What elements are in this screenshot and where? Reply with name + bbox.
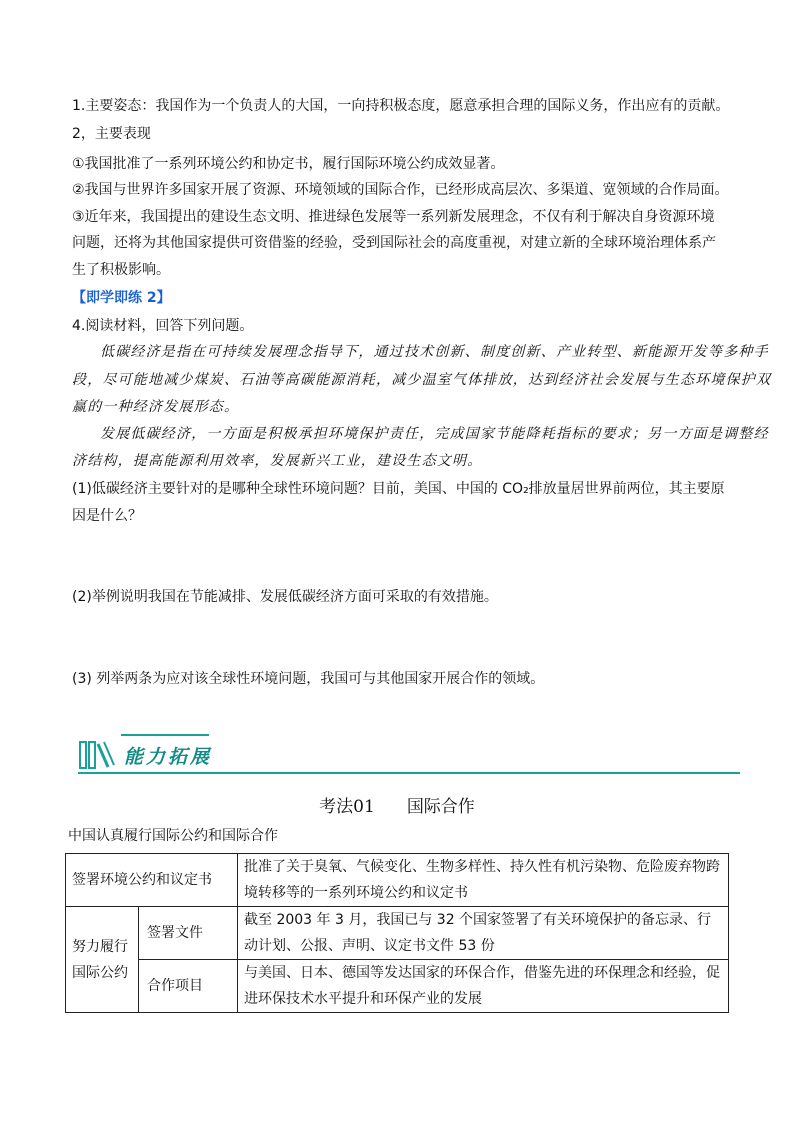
paragraph-point-3-line1: ③近年来，我国提出的建设生态文明、推进绿色发展等一系列新发展理念，不仅有利于解决自身资源环境 [72,209,715,225]
paragraph-point-3-line2: 问题，还将为其他国家提供可资借鉴的经验，受到国际社会的高度重视，对建立新的全球环境治理体系产 [72,235,716,251]
banner-top-line [121,734,209,736]
paragraph-stance: 1.主要姿态：我国作为一个负责人的大国，一向持积极态度，愿意承担合理的国际义务，作出应有的贡献。 [72,98,730,114]
row1-content: 批准了关于臭氧、气候变化、生物多样性、持久性有机污染物、危险废弃物跨境转移等的一系列环境公约和议定书 [238,854,729,907]
table-row [66,854,729,907]
banner-title: 能力拓展 [124,746,213,768]
paragraph-heading-performance: 2，主要表现 [72,126,151,142]
ability-banner [78,732,740,778]
paragraph-point-1: ①我国批准了一系列环境公约和协定书，履行国际环境公约成效显著。 [72,156,505,172]
question-2: (2)举例说明我国在节能减排、发展低碳经济方面可采取的有效措施。 [72,589,498,605]
banner-bottom-line [78,772,740,774]
row3-content: 与美国、日本、德国等发达国家的环保合作，借鉴先进的环保理念和经验，促进环保技术水平提升和环保产业的发展 [238,960,729,1013]
section-name: 国际合作 [406,797,475,817]
cooperation-table [65,853,729,1013]
question-1-line1: (1)低碳经济主要针对的是哪种全球性环境问题？目前，美国、中国的 CO₂排放量居世界前两位，其主要原 [72,481,725,497]
group-label: 努力履行国际公约 [66,907,139,1013]
question-3: (3) 列举两条为应对该全球性环境问题，我国可与其他国家开展合作的领域。 [72,671,545,687]
table-row [66,960,729,1013]
practice-label: 【即学即练 2】 [72,290,171,306]
row1-label: 签署环境公约和议定书 [66,854,238,907]
material-line-3: 赢的一种经济发展形态。 [72,399,240,415]
question-1-line2: 因是什么？ [72,508,142,524]
section-title [0,792,794,817]
books-icon [78,738,120,772]
section-number: 考法01 [319,797,375,817]
table-row [66,907,729,960]
paragraph-point-2: ②我国与世界许多国家开展了资源、环境领域的国际合作，已经形成高层次、多渠道、宽领域的合作局面。 [72,182,729,198]
paragraph-point-3-line3: 生了积极影响。 [72,262,170,278]
row2-sub-label: 签署文件 [139,907,238,960]
material-line-1: 低碳经济是指在可持续发展理念指导下，通过技术创新、制度创新、产业转型、新能源开发等多种手 [100,344,769,360]
row3-sub-label: 合作项目 [139,960,238,1013]
material-line-4: 发展低碳经济，一方面是积极承担环境保护责任，完成国家节能降耗指标的要求；另一方面是调整经 [100,426,769,442]
table-caption: 中国认真履行国际公约和国际合作 [68,828,278,844]
question-4-title: 4.阅读材料，回答下列问题。 [72,318,254,334]
row2-content: 截至 2003 年 3 月，我国已与 32 个国家签署了有关环境保护的备忘录、行动计划、公报、声明、议定书文件 53 份 [238,907,729,960]
material-line-5: 济结构，提高能源利用效率，发展新兴工业，建设生态文明。 [72,453,483,469]
material-line-2: 段，尽可能地减少煤炭、石油等高碳能源消耗，减少温室气体排放，达到经济社会发展与生态环境保护双 [72,372,772,388]
